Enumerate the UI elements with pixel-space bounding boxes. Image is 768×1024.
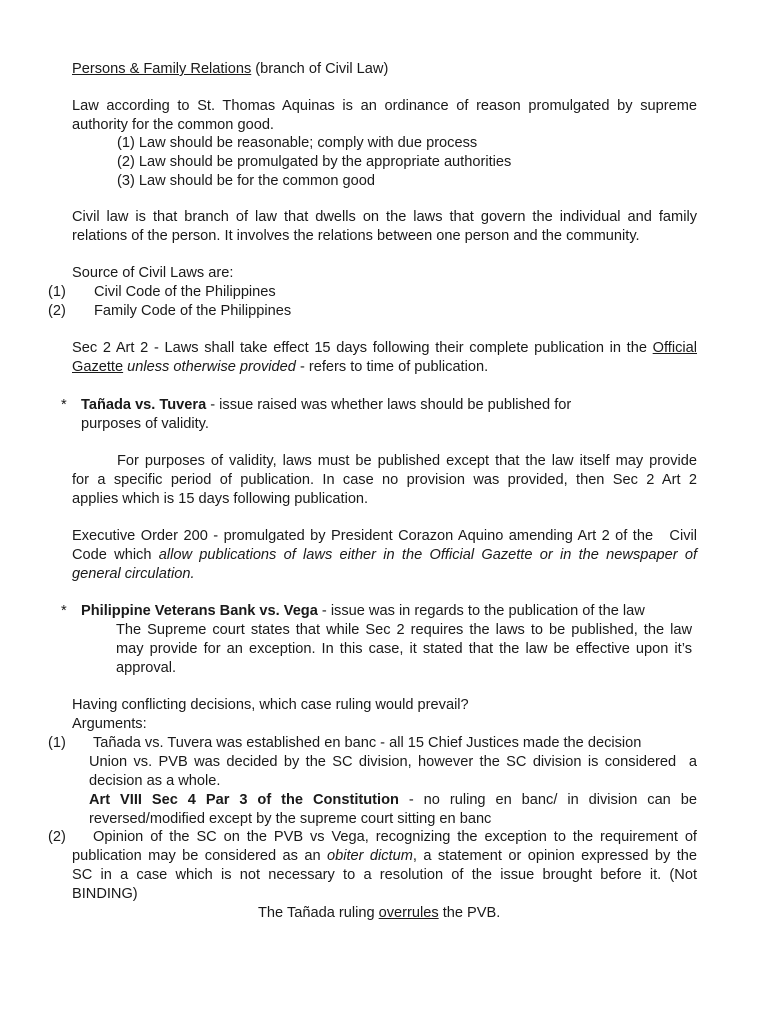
tanada-bullet: * xyxy=(61,397,67,413)
aquinas-paragraph xyxy=(72,97,697,135)
pvb-case-name: Philippine Veterans Bank vs. Vega xyxy=(81,603,318,619)
sec2-line-2 xyxy=(72,358,697,377)
tanada-para-line-1: For purposes of validity, laws must be published except that the law itself may provide xyxy=(117,453,697,469)
argument-2-line-4: BINDING) xyxy=(72,886,138,902)
argument-1-line-5: reversed/modified except by the supreme court sitting en banc xyxy=(89,811,492,827)
eo200-line-1: Executive Order 200 - promulgated by President Corazon Aquino amending Art 2 of the Civil xyxy=(72,528,697,544)
pvb-para-line-1: The Supreme court states that while Sec 2 requires the laws to be published, the law xyxy=(116,622,692,638)
pvb-paragraph xyxy=(116,621,692,678)
gazette-ref: Gazette xyxy=(72,359,124,375)
argument-2-number: (2) xyxy=(48,829,66,845)
heading-suffix: (branch of Civil Law) xyxy=(251,61,389,77)
civil-law-line-1: Civil law is that branch of law that dwells on the laws that govern the individual and family xyxy=(72,209,697,225)
tanada-para-line-3: applies which is 15 days following publication. xyxy=(72,491,369,507)
tanada-case-name: Tañada vs. Tuvera xyxy=(81,397,207,413)
constitution-ref: Art VIII Sec 4 Par 3 of the Constitution xyxy=(89,792,399,808)
civil-law-line-2: relations of the person. It involves the relations between one person and the community. xyxy=(72,228,640,244)
civil-law-paragraph xyxy=(72,208,697,246)
conclusion-text: The Tañada ruling xyxy=(258,905,379,921)
sources-intro: Source of Civil Laws are: xyxy=(72,265,234,281)
source-item-2-text: Family Code of the Philippines xyxy=(94,303,292,319)
pvb-case xyxy=(81,602,645,621)
eo200-code-text: Code which xyxy=(72,547,159,563)
tanada-para-line-2: for a specific period of publication. In case no provision was provided, then Sec 2 Art 2 xyxy=(72,472,697,488)
eo200-paragraph xyxy=(72,527,697,584)
sec2-paragraph xyxy=(72,339,697,377)
aquinas-list xyxy=(117,134,511,191)
argument-1-number: (1) xyxy=(48,735,66,751)
argument-1-line-4 xyxy=(89,791,697,810)
obiter-dictum-term: obiter dictum xyxy=(327,848,413,864)
aquinas-item-1: (1) Law should be reasonable; comply with due process xyxy=(117,135,478,151)
sec2-time-text: - refers to time of publication. xyxy=(295,359,489,375)
sec2-unless-text: unless otherwise provided xyxy=(123,359,296,375)
document-heading xyxy=(72,60,388,79)
argument-2-statement-text: , a statement or opinion expressed by the xyxy=(412,848,697,864)
eo200-line-3: general circulation. xyxy=(72,566,195,582)
source-item-2-number: (2) xyxy=(48,303,66,319)
tanada-line-2: purposes of validity. xyxy=(81,416,209,432)
pvb-para-line-2: may provide for an exception. In this case, it stated that the law be effective upon it’s xyxy=(116,641,692,657)
argument-2-line-3: SC in a case which is not necessary to a resolution of the issue brought before it. (Not xyxy=(72,867,697,883)
aquinas-item-3: (3) Law should be for the common good xyxy=(117,173,375,189)
source-item-1-number: (1) xyxy=(48,284,66,300)
eo200-allow-text: allow publications of laws either in the Official Gazette or in the newspaper of xyxy=(158,547,698,563)
source-item-1-text: Civil Code of the Philippines xyxy=(94,284,276,300)
argument-2-line-1: Opinion of the SC on the PVB vs Vega, recognizing the exception to the requirement of xyxy=(93,829,697,845)
conclusion-end: the PVB. xyxy=(438,905,501,921)
argument-1-ruling-text: - no ruling en banc/ in division can be xyxy=(398,792,697,808)
argument-1-body xyxy=(89,753,697,829)
sec2-line-1 xyxy=(72,339,697,358)
pvb-para-line-3: approval. xyxy=(116,660,177,676)
argument-2-publication-text: publication may be considered as an xyxy=(72,848,327,864)
tanada-line-1 xyxy=(81,396,571,415)
eo200-line-2 xyxy=(72,546,697,565)
pvb-issue-text: - issue was in regards to the publication of the law xyxy=(317,603,645,619)
heading-title: Persons & Family Relations xyxy=(72,61,252,77)
tanada-issue-text: - issue raised was whether laws should be published for xyxy=(206,397,572,413)
argument-1-line-1: Tañada vs. Tuvera was established en banc - all 15 Chief Justices made the decision xyxy=(93,735,642,751)
aquinas-line-2: authority for the common good. xyxy=(72,117,274,133)
overrules-term: overrules xyxy=(378,905,439,921)
aquinas-line-1: Law according to St. Thomas Aquinas is an ordinance of reason promulgated by supreme xyxy=(72,98,697,114)
pvb-line-1 xyxy=(81,602,645,621)
argument-1-line-3: decision as a whole. xyxy=(89,773,221,789)
aquinas-item-2: (2) Law should be promulgated by the appropriate authorities xyxy=(117,154,512,170)
tanada-case xyxy=(81,396,571,434)
argument-2-body xyxy=(72,828,697,904)
official-gazette-ref: Official xyxy=(652,340,697,356)
sec2-line-1-text: Sec 2 Art 2 - Laws shall take effect 15 days following their complete publication in the xyxy=(72,340,653,356)
pvb-bullet: * xyxy=(61,603,67,619)
arguments-label: Arguments: xyxy=(72,716,147,732)
argument-1-line-2: Union vs. PVB was decided by the SC division, however the SC division is considered a xyxy=(89,754,697,770)
argument-2-line-2 xyxy=(72,847,697,866)
tanada-paragraph xyxy=(72,452,697,509)
conclusion xyxy=(258,904,500,923)
conflict-question: Having conflicting decisions, which case ruling would prevail? xyxy=(72,697,469,713)
